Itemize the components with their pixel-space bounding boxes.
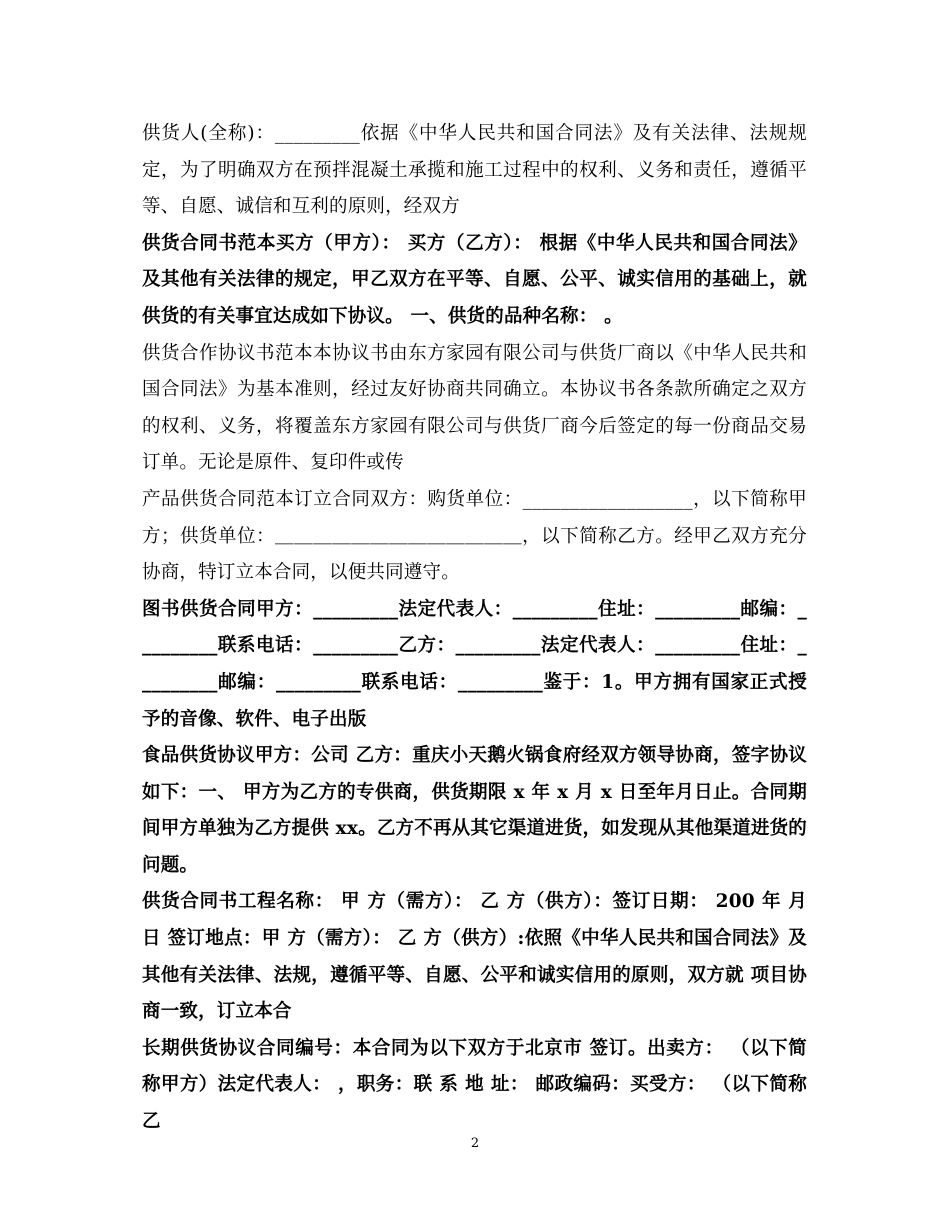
paragraph-project-supply-contract: 供货合同书工程名称： 甲 方（需方）： 乙 方（供方）：签订日期： 200 年 月 日 签订地点：甲 方（需方）： 乙 方（供方）:依照《中华人民共和国合同法》及其他有关法律、法规，遵循平等、自愿、公平和诚实信用的原则，双方就 项目协商一致，订立本合 — [142, 891, 807, 1023]
document-body — [142, 116, 807, 1141]
page-number: 2 — [470, 1136, 480, 1151]
paragraph-long-term-supply-agreement: 长期供货协议合同编号：本合同为以下双方于北京市 签订。出卖方： （以下简称甲方）法定代表人： ，职务：联 系 地 址： 邮政编码：买受方： （以下简称乙 — [142, 1037, 807, 1133]
paragraph-food-supply-agreement: 食品供货协议甲方：公司 乙方：重庆小天鹅火锅食府经双方领导协商，签字协议如下：一、 甲方为乙方的专供商，供货期限 x 年 x 月 x 日至年月日止。合同期间甲方单独为乙方提供 xx。乙方不再从其它渠道进货，如发现从其他渠道进货的问题。 — [142, 745, 807, 876]
paragraph-cooperation-agreement: 供货合作协议书范本本协议书由东方家园有限公司与供货厂商以《中华人民共和国合同法》为基本准则，经过友好协商共同确立。本协议书各条款所确定之双方的权利、义务，将覆盖东方家园有限公司与供货厂商今后签定的每一份商品交易订单。无论是原件、复印件或传 — [142, 342, 807, 474]
paragraph-concrete-supply: 供货人(全称)：_________依据《中华人民共和国合同法》及有关法律、法规规定，为了明确双方在预拌混凝土承揽和施工过程中的权利、义务和责任，遵循平等、自愿、诚信和互利的原则，经双方 — [142, 123, 807, 218]
paragraph-book-supply-contract: 图书供货合同甲方：_________法定代表人：_________住址：_________邮编：_________联系电话：_________乙方：_________法定代表人：_________住址：_________邮编：_________联系电话：_________鉴于：1。甲方拥有国家正式授予的音像、软件、电子出版 — [142, 598, 807, 730]
paragraph-product-supply-contract: 产品供货合同范本订立合同双方：购货单位：__________________，以下简称甲方；供货单位：＿＿＿＿＿＿＿＿＿＿＿＿＿，以下简称乙方。经甲乙双方充分协商，特订立本合同，以便共同遵守。 — [142, 488, 807, 584]
paragraph-supply-contract-template: 供货合同书范本买方（甲方）： 买方（乙方）： 根据《中华人民共和国合同法》及其他有关法律的规定，甲乙双方在平等、自愿、公平、诚实信用的基础上，就供货的有关事宜达成如下协议。 一、供货的品种名称： 。 — [142, 232, 807, 327]
